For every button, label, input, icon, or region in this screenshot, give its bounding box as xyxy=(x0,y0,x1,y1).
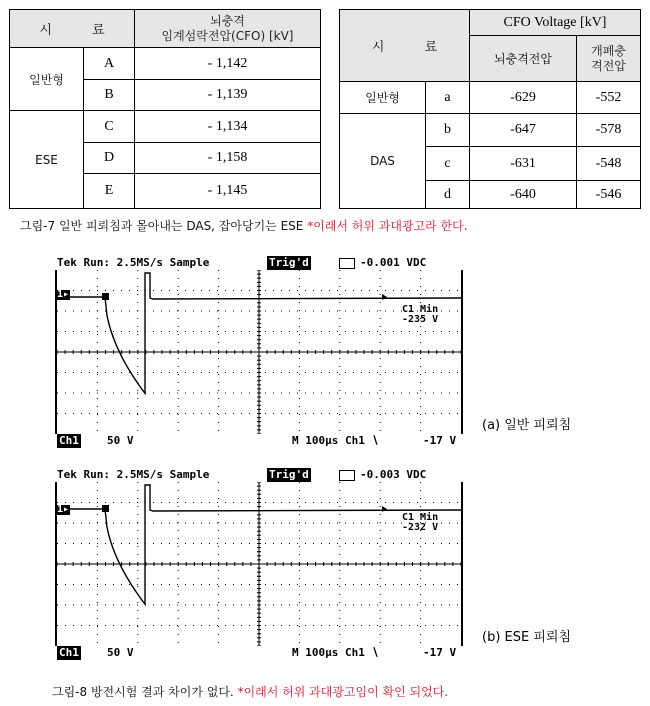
timebase: M 100µs Ch1 ∖ xyxy=(292,434,379,447)
row-v1: -631 xyxy=(470,147,577,181)
header-sample: 시 료 xyxy=(10,10,135,48)
header-switching-line1: 개폐충 xyxy=(591,43,626,58)
ac-icon xyxy=(339,258,355,269)
row-v1: -640 xyxy=(470,181,577,209)
level-arrow xyxy=(382,294,387,300)
group-das: DAS xyxy=(340,114,426,209)
trigger-point xyxy=(102,505,109,512)
trigger-level: -17 V xyxy=(423,646,457,659)
row-id: a xyxy=(426,82,470,114)
group-normal: 일반형 xyxy=(10,48,84,111)
row-value: - 1,142 xyxy=(135,48,321,80)
level-arrow xyxy=(382,506,387,512)
header-switching-line2: 격전압 xyxy=(591,58,626,73)
waveform-trace xyxy=(57,482,461,646)
cfo-table-1 xyxy=(9,9,321,209)
ch1-badge: Ch1 xyxy=(59,646,79,659)
caption-text: 그림-7 일반 피뢰침과 몰아내는 DAS, 잡아당기는 ESE xyxy=(20,219,308,233)
trig-badge: Trig'd xyxy=(269,468,309,481)
row-value: - 1,158 xyxy=(135,143,321,174)
figure-7-caption xyxy=(20,217,468,234)
volts-per-div: 50 V xyxy=(107,434,134,447)
row-v2: -548 xyxy=(577,147,641,181)
waveform-trace xyxy=(57,270,461,434)
caption-red-note: *이래서 허위 과대광고라 한다. xyxy=(307,219,468,233)
scope-bottom-bar xyxy=(55,646,463,660)
row-value: - 1,139 xyxy=(135,80,321,111)
caption-red-note: *이래서 허위 과대광고임이 확인 되었다. xyxy=(237,685,449,699)
figure-8-caption xyxy=(52,683,448,700)
channel-marker: 1▸ xyxy=(57,504,70,515)
header-switching-voltage xyxy=(577,36,641,82)
header-sample: 시 료 xyxy=(340,10,470,82)
row-v1: -647 xyxy=(470,114,577,147)
volts-per-div: 50 V xyxy=(107,646,134,659)
trigger-point xyxy=(102,293,109,300)
min-value: -232 V xyxy=(402,522,439,533)
row-v2: -578 xyxy=(577,114,641,147)
row-value: - 1,134 xyxy=(135,111,321,143)
header-cfo-line2: 임계섬락전압(CFO) [kV] xyxy=(161,28,294,43)
row-id: A xyxy=(84,48,135,80)
row-id: E xyxy=(84,174,135,209)
trigger-level: -17 V xyxy=(423,434,457,447)
scope-b-label: (b) ESE 피뢰침 xyxy=(482,630,572,645)
row-id: b xyxy=(426,114,470,147)
scope-a-label: (a) 일반 피뢰침 xyxy=(482,418,572,433)
ch1-badge: Ch1 xyxy=(59,434,79,447)
row-id: D xyxy=(84,143,135,174)
scope-top-bar xyxy=(55,468,463,482)
row-id: c xyxy=(426,147,470,181)
group-ese: ESE xyxy=(10,111,84,209)
scope-screen xyxy=(55,482,463,646)
header-cfo xyxy=(135,10,321,48)
row-id: C xyxy=(84,111,135,143)
oscilloscope-b xyxy=(55,468,463,660)
dc-readout: -0.003 VDC xyxy=(360,468,427,481)
min-value: -235 V xyxy=(402,314,439,325)
trace-path xyxy=(57,273,461,393)
scope-status: Tek Run: 2.5MS/s Sample xyxy=(57,256,210,269)
cfo-table-2 xyxy=(339,9,641,209)
group-normal: 일반형 xyxy=(340,82,426,114)
trig-badge: Trig'd xyxy=(269,256,309,269)
scope-screen xyxy=(55,270,463,434)
row-value: - 1,145 xyxy=(135,174,321,209)
ac-icon xyxy=(339,470,355,481)
row-v1: -629 xyxy=(470,82,577,114)
oscilloscope-a xyxy=(55,256,463,448)
channel-marker: 1▸ xyxy=(57,289,70,300)
min-label: C1 Min xyxy=(402,512,439,523)
min-label: C1 Min xyxy=(402,304,439,315)
header-cfo-voltage: CFO Voltage [kV] xyxy=(470,10,641,36)
timebase: M 100µs Ch1 ∖ xyxy=(292,646,379,659)
dc-readout: -0.001 VDC xyxy=(360,256,427,269)
caption-text: 그림-8 방전시험 결과 차이가 없다. xyxy=(52,685,238,699)
row-id: d xyxy=(426,181,470,209)
row-id: B xyxy=(84,80,135,111)
scope-top-bar xyxy=(55,256,463,270)
header-impulse-voltage: 뇌충격전압 xyxy=(470,36,577,82)
row-v2: -552 xyxy=(577,82,641,114)
trace-path xyxy=(57,485,461,604)
scope-status: Tek Run: 2.5MS/s Sample xyxy=(57,468,210,481)
scope-bottom-bar xyxy=(55,434,463,448)
row-v2: -546 xyxy=(577,181,641,209)
header-cfo-line1: 뇌충격 xyxy=(210,13,245,28)
